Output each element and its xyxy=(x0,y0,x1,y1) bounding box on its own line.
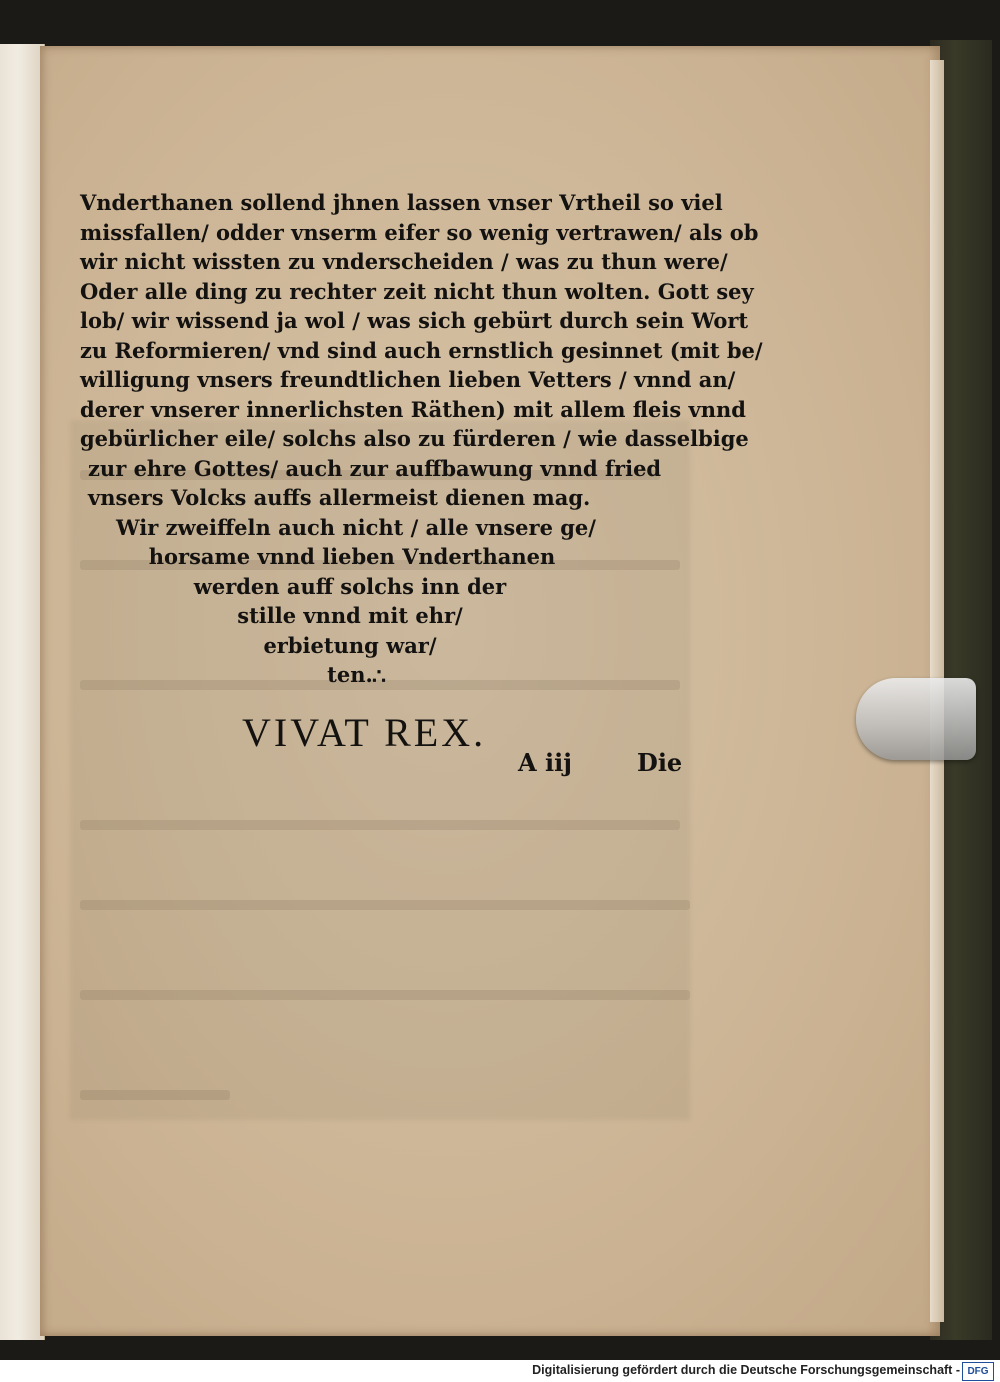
footer-bar xyxy=(0,1360,1000,1382)
closing-line: Wir zweiffeln auch nicht / alle vnsere ge/ xyxy=(116,514,596,540)
show-through-line xyxy=(80,990,690,1000)
text-line: Oder alle ding zu rechter zeit nicht thun wolten. Gott sey xyxy=(80,278,754,304)
body-text xyxy=(80,188,763,690)
closing-line: erbietung war/ xyxy=(263,632,437,658)
text-line: missfallen/ odder vnserm eifer so wenig vertrawen/ als ob xyxy=(80,219,759,245)
closing-line: werden auff solchs inn der xyxy=(193,573,507,599)
text-line: Vnderthanen sollend jhnen lassen vnser Vrtheil so viel xyxy=(80,190,723,215)
text-line: wir nicht wissten zu vnderscheiden / was zu thun were/ xyxy=(80,249,728,274)
closing-line: horsame vnnd lieben Vnderthanen xyxy=(148,544,556,569)
show-through-line xyxy=(80,1090,230,1100)
show-through-line xyxy=(80,900,690,910)
closing-line: ten. xyxy=(327,662,373,687)
closing-line: stille vnnd mit ehr/ xyxy=(237,603,463,628)
text-line: zur ehre Gottes/ auch zur auffbawung vnnd fried xyxy=(88,455,662,481)
binding-edge xyxy=(0,44,45,1340)
text-line: willigung vnsers freundtlichen lieben Vetters / vnnd an/ xyxy=(80,367,736,392)
footer-credit: Digitalisierung gefördert durch die Deutsche Forschungsgemeinschaft - xyxy=(532,1363,960,1377)
text-line: vnsers Volcks auffs allermeist dienen mag. xyxy=(88,485,591,510)
page-clip xyxy=(856,678,976,760)
dfg-logo: DFG xyxy=(962,1362,994,1381)
motto: VIVAT REX. xyxy=(242,710,487,755)
signature-mark: A iij xyxy=(518,748,572,777)
ornament: ∴ xyxy=(372,664,388,690)
text-line: zu Reformieren/ vnd sind auch ernstlich gesinnet (mit be/ xyxy=(80,337,763,363)
catchword: Die xyxy=(637,748,683,777)
text-line: derer vnserer innerlichsten Räthen) mit allem fleis vnnd xyxy=(80,396,746,422)
show-through-line xyxy=(80,820,680,830)
text-line: lob/ wir wissend ja wol / was sich gebürt durch sein Wort xyxy=(80,308,749,333)
text-line: gebürlicher eile/ solchs also zu fürderen / wie dasselbige xyxy=(80,426,749,451)
